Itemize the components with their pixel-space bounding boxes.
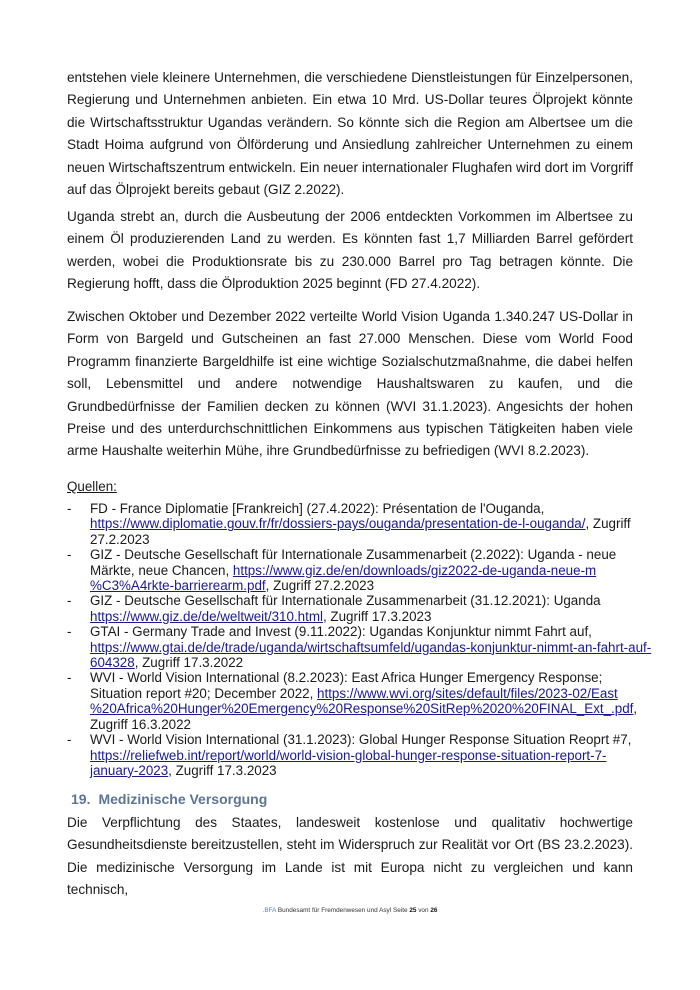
footer-page-of: von: [418, 907, 429, 914]
source-text: FD - France Diplomatie [Frankreich] (27.4.2022): Présentation de l'Ouganda,: [90, 501, 545, 516]
footer-page-label: Seite: [392, 907, 408, 914]
source-comma: ,: [633, 701, 638, 717]
source-item-gtai: [67, 624, 667, 670]
section-number: 19.: [71, 791, 91, 807]
list-bullet: -: [67, 547, 72, 563]
source-link-gtai-cont[interactable]: 604328: [90, 655, 135, 671]
paragraph-oil-production: Uganda strebt an, durch die Ausbeutung der 2006 entdeckten Vorkommen im Albertsee zu einem Öl produzierenden Land zu werden. Es könnten fast 1,7 Milliarden Barrel gefördert werden, wobei die Produktionsrate bis zu 230.000 Barrel pro Tag betragen könnte. Die Regierung hofft, dass die Ölproduktion 2025 beginnt (FD 27.4.2022).: [67, 209, 633, 292]
section-title: Medizinische Versorgung: [98, 791, 268, 807]
sources-list: [67, 501, 667, 778]
list-bullet: -: [67, 501, 72, 516]
source-access: , Zugriff 17.3.2022: [134, 655, 244, 671]
source-text: WVI - World Vision International (31.1.2023): Global Hunger Response Situation Reoprt #7,: [90, 732, 632, 748]
paragraph-cash-assistance: Zwischen Oktober und Dezember 2022 verteilte World Vision Uganda 1.340.247 US-Dollar in Form von Bargeld und Gutscheinen an fast 27.000 Menschen. Diese vom World Food Programm finanzierte Bargeldhilfe ist eine wichtige Sozialschutzmaßnahme, die dabei helfen soll, Lebensmittel und andere notwendige Haushaltswaren zu kaufen, und die Grundbedürfnisse der Familien decken zu können (WVI 31.1.2023). Angesichts der hohen Preise und des unterdurchschnittlichen Einkommens aus typischen Tätigkeiten haben viele arme Haushalte weiterhin Mühe, ihre Grundbedürfnisse zu befriedigen (WVI 8.2.2023).: [67, 309, 633, 459]
source-link-reliefweb-cont[interactable]: january-2023: [90, 762, 169, 778]
list-bullet: -: [67, 624, 72, 640]
source-access: Zugriff 16.3.2022: [90, 716, 191, 732]
section-heading: [71, 790, 267, 808]
source-link-wvi[interactable]: https://www.wvi.org/sites/default/files/2023-02/East: [317, 685, 618, 701]
source-link-wvi-cont[interactable]: %20Africa%20Hunger%20Emergency%20Response%20SitRep%2020%20FINAL_Ext_.pdf: [90, 701, 634, 717]
footer-brand: .BFA: [262, 907, 277, 914]
source-text: WVI - World Vision International (8.2.2023): East Africa Hunger Emergency Response;: [90, 670, 603, 686]
paragraph-medical-care: Die Verpflichtung des Staates, landesweit kostenlose und qualitativ hochwertige Gesundheitsdienste bereitzustellen, steht im Widerspruch zur Realität vor Ort (BS 23.2.2023). Die medizinische Versorgung im Lande ist mit Europa nicht zu vergleichen und kann technisch,: [67, 815, 633, 898]
list-bullet: -: [67, 593, 72, 609]
source-item-wvi-global: [67, 732, 667, 778]
sources-label: Quellen:: [67, 479, 117, 494]
source-access: , Zugriff 17.3.2023: [322, 608, 432, 624]
source-item-fd: [67, 501, 667, 547]
source-text: GIZ - Deutsche Gesellschaft für Internationale Zusammenarbeit (2.2022): Uganda - neue: [90, 547, 617, 563]
footer-page-total: 26: [430, 907, 438, 914]
footer-page-current: 25: [409, 907, 417, 914]
source-item-giz-2022: [67, 547, 667, 593]
list-bullet: -: [67, 732, 72, 748]
page-footer: [0, 906, 700, 915]
paragraph-oil-economy: entstehen viele kleinere Unternehmen, die verschiedene Dienstleistungen für Einzelpersonen, Regierung und Unternehmen anbieten. Ein etwa 10 Mrd. US-Dollar teures Ölprojekt könnte die Wirtschaftsstruktur Ugandas verändern. So könnte sich die Region am Albertsee um die Stadt Hoima aufgrund von Ölförderung und Ansiedlung zahlreicher Unternehmen zu einem neuen Wirtschaftszentrum entwickeln. Ein neuer internationaler Flughafen wird dort im Vorgriff auf das Ölprojekt bereits gebaut (GIZ 2.2022).: [67, 70, 633, 198]
source-access: , Zugriff 17.3.2023: [168, 762, 277, 778]
source-access-date: 27.2.2023: [90, 531, 150, 547]
source-link-diplomatie[interactable]: https://www.diplomatie.gouv.fr/fr/dossiers-pays/ouganda/presentation-de-l-ouganda/: [90, 516, 586, 532]
source-item-giz-2021: [67, 593, 667, 624]
source-text-cont: Märkte, neue Chancen,: [90, 562, 233, 578]
source-text-cont: Situation report #20; December 2022,: [90, 685, 318, 701]
source-link-reliefweb[interactable]: https://reliefweb.int/report/world/world-vision-global-hunger-response-situation-report-7-: [90, 747, 607, 763]
source-link-giz-weltweit[interactable]: https://www.giz.de/de/weltweit/310.html: [90, 608, 323, 624]
source-text: GIZ - Deutsche Gesellschaft für Internationale Zusammenarbeit (31.12.2021): Uganda: [90, 593, 601, 609]
source-access: , Zugriff: [585, 516, 631, 532]
footer-org: Bundesamt für Fremdenwesen und Asyl: [277, 907, 392, 914]
source-access: , Zugriff 27.2.2023: [265, 578, 375, 594]
source-text: GTAI - Germany Trade and Invest (9.11.2022): Ugandas Konjunktur nimmt Fahrt auf,: [90, 624, 592, 640]
source-item-wvi-sitrep: [67, 670, 667, 732]
source-link-giz-downloads[interactable]: https://www.giz.de/en/downloads/giz2022-de-uganda-neue-m: [232, 562, 597, 578]
list-bullet: -: [67, 670, 72, 686]
source-link-giz-downloads-cont[interactable]: %C3%A4rkte-barrierearm.pdf: [90, 578, 266, 594]
source-link-gtai[interactable]: https://www.gtai.de/de/trade/uganda/wirtschaftsumfeld/ugandas-konjunktur-nimmt-an-fahrt-auf-: [90, 639, 652, 655]
